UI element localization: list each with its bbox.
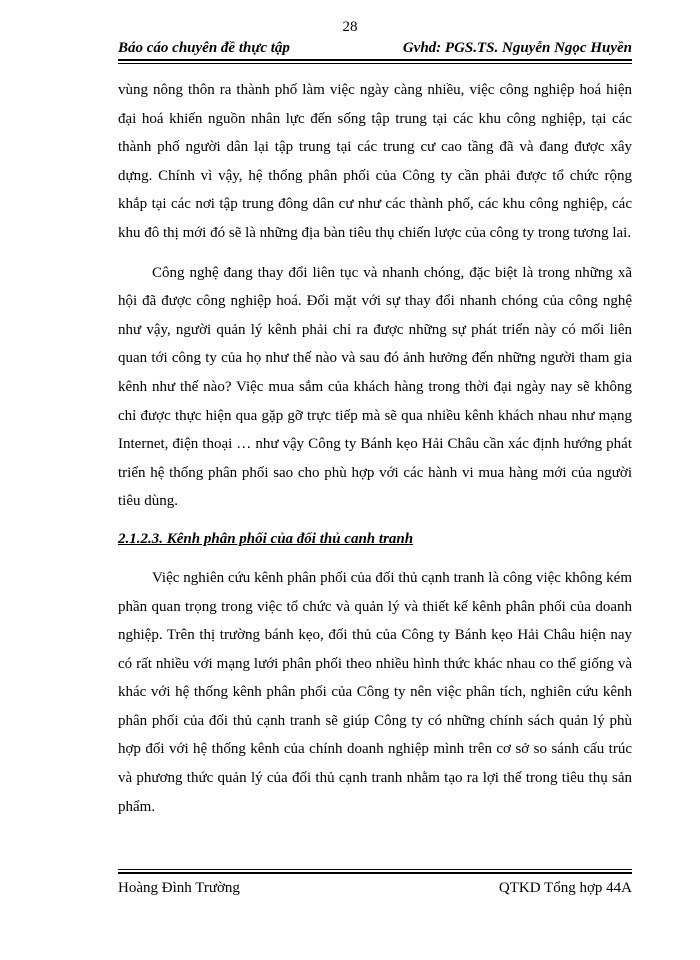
- header-rule-thick: [118, 59, 632, 61]
- author-name: Hoàng Đình Trường: [118, 880, 240, 896]
- section-heading: 2.1.2.3. Kênh phân phối của đối thủ canh tranh: [118, 530, 414, 547]
- paragraph-continuation: vùng nông thôn ra thành phố làm việc ngày càng nhiều, việc công nghiệp hoá hiện đại hoá khiến nguồn nhân lực đến sống tập trung tại các khu công nghiệp, tại các thành phố người dân lại tập trung tại các trung cư cao tầng đã và đang được xây dựng. Chính vì vậy, hệ thống phân phối của Công ty cần phải được tổ chức rộng khắp tại các nơi tập trung đông dân cư như các thành phố, các khu công nghiệp, các khu đô thị mới đó sẽ là những địa bàn tiêu thụ chiến lược của công ty trong tương lai.: [118, 82, 632, 241]
- report-title: Báo cáo chuyên đề thực tập: [118, 40, 290, 56]
- paragraph-competitor-channels: Việc nghiên cứu kênh phân phối của đối thủ cạnh tranh là công việc không kém phần quan trọng trong việc tổ chức và quản lý và thiết kế kênh phân phối của doanh nghiệp. Trên thị trường bánh kẹo, đối thủ của Công ty Bánh kẹo Hải Châu hiện nay có rất nhiều với mạng lưới phân phối theo nhiều hình thức khác nhau co thể giống và khác với hệ thống kênh phân phối của Công ty nên việc phân tích, nghiên cứu kênh phân phối của đối thủ cạnh tranh sẽ giúp Công ty có những chính sách quản lý phù hợp đối với hệ thống kênh của chính doanh nghiệp mình trên cơ sở so sánh cấu trúc và phương thức quản lý của đối thủ cạnh tranh nhằm tạo ra lợi thế trong tiêu thụ sản phẩm.: [118, 569, 632, 815]
- header-rule-thin: [118, 63, 632, 64]
- footer-rule-thin: [118, 869, 632, 870]
- page-number: 28: [342, 19, 358, 35]
- class-name: QTKD Tổng hợp 44A: [498, 880, 632, 896]
- paragraph-technology: Công nghệ đang thay đổi liên tục và nhanh chóng, đặc biệt là trong những xã hội đã được công nghiệp hoá. Đối mặt với sự thay đổi nhanh chóng của công nghệ như vậy, người quản lý kênh phải chỉ ra được những sự phát triển này có mối liên quan tới công ty của họ như thế nào và sau đó ảnh hưởng đến những người tham gia kênh như thế nào? Việc mua sắm của khách hàng trong thời đại ngày nay sẽ không chỉ được thực hiện qua gặp gỡ trực tiếp mà sẽ qua nhiều kênh khách nhau như mạng Internet, điện thoại … như vậy Công ty Bánh kẹo Hải Châu cần xác định hướng phát triển hệ thống phân phối sao cho phù hợp với các hành vi mua hàng mới của người tiêu dùng.: [118, 264, 632, 510]
- supervisor-name: Gvhd: PGS.TS. Nguyễn Ngọc Huyền: [402, 40, 632, 56]
- document-body: [118, 76, 632, 821]
- page-header: [118, 38, 632, 60]
- footer-rule-thick: [118, 872, 632, 874]
